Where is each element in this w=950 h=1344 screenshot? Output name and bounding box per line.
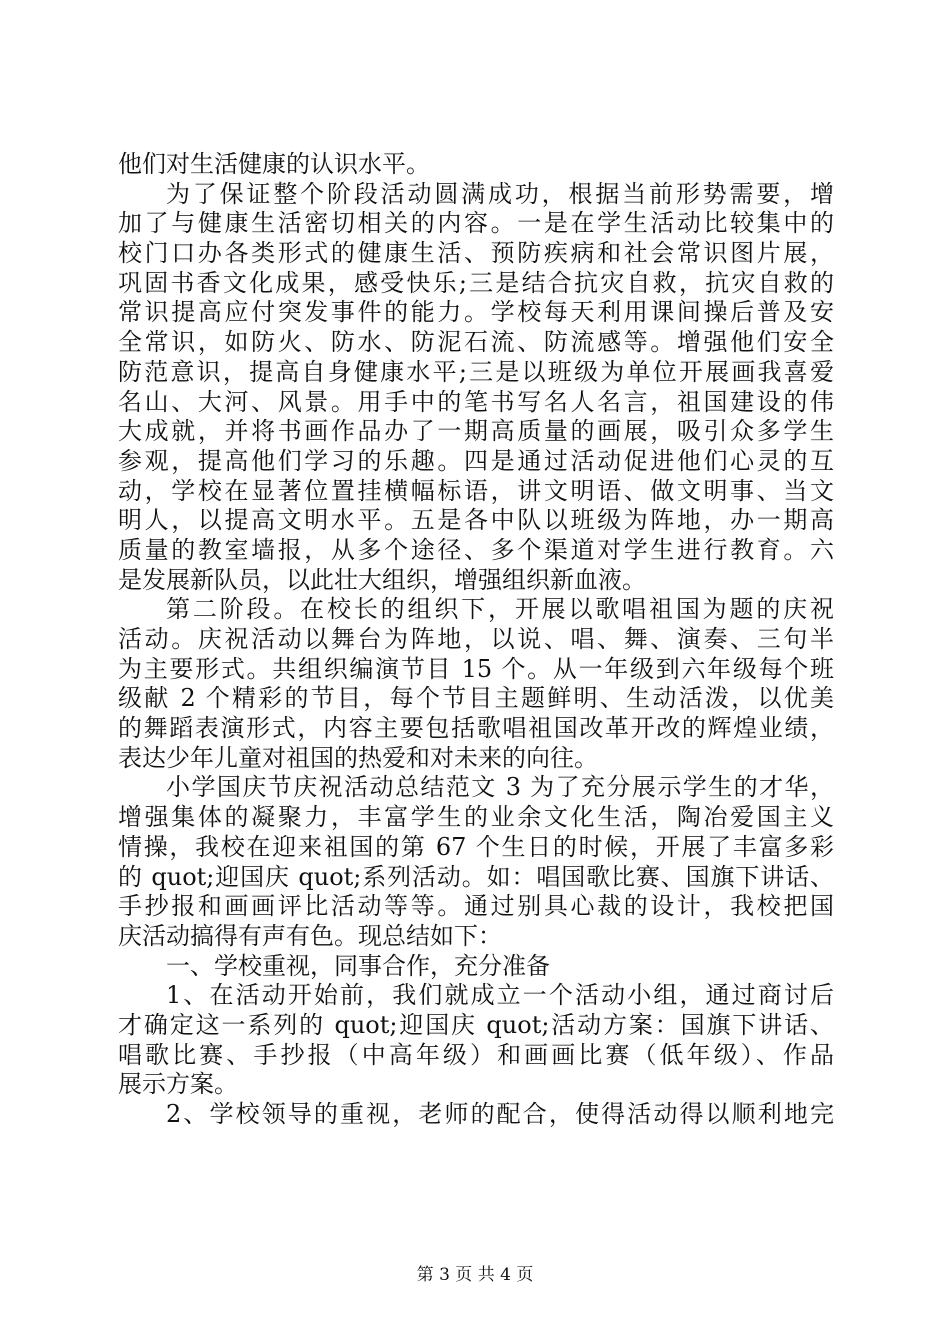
text-line: 明人，以提高文明水平。五是各中队以班级为阵地，办一期高 xyxy=(118,506,834,535)
text-line: 是发展新队员，以此壮大组织，增强组织新血液。 xyxy=(118,565,646,594)
text-line: 第二阶段。在校长的组织下，开展以歌唱祖国为题的庆祝 xyxy=(166,595,834,624)
text-line: 校门口办各类形式的健康生活、预防疾病和社会常识图片展， xyxy=(118,239,834,268)
text-line: 动，学校在显著位置挂横幅标语，讲文明语、做文明事、当文 xyxy=(118,476,834,505)
text-line: 的舞蹈表演形式，内容主要包括歌唱祖国改革开改的辉煌业绩， xyxy=(118,714,834,743)
text-line: 级献 2 个精彩的节目，每个节目主题鲜明、生动活泼，以优美 xyxy=(118,684,834,713)
text-line: 常识提高应付突发事件的能力。学校每天利用课间操后普及安 xyxy=(118,298,834,327)
text-line: 为了保证整个阶段活动圆满成功，根据当前形势需要，增 xyxy=(166,179,834,208)
text-line: 2、学校领导的重视，老师的配合，使得活动得以顺利地完 xyxy=(166,1100,834,1128)
text-line: 一、学校重视，同事合作，充分准备 xyxy=(166,951,550,980)
document-body xyxy=(118,150,834,1130)
text-line: 唱歌比赛、手抄报（中高年级）和画画比赛（低年级）、作品 xyxy=(118,1040,834,1069)
text-line: 巩固书香文化成果，感受快乐;三是结合抗灾自救，抗灾自救的 xyxy=(118,268,834,297)
text-line: 名山、大河、风景。用手中的笔书写名人名言，祖国建设的伟 xyxy=(118,387,834,416)
page-footer: 第 3 页 共 4 页 xyxy=(416,1265,534,1285)
text-line: 1、在活动开始前，我们就成立一个活动小组，通过商讨后 xyxy=(166,981,834,1010)
text-line: 参观，提高他们学习的乐趣。四是通过活动促进他们心灵的互 xyxy=(118,446,834,475)
text-line: 情操，我校在迎来祖国的第 67 个生日的时候，开展了丰富多彩 xyxy=(118,832,834,861)
text-line: 质量的教室墙报，从多个途径、多个渠道对学生进行教育。六 xyxy=(118,535,834,564)
text-line: 他们对生活健康的认识水平。 xyxy=(118,150,430,178)
text-line: 为主要形式。共组织编演节目 15 个。从一年级到六年级每个班 xyxy=(118,654,834,683)
text-line: 大成就，并将书画作品办了一期高质量的画展，吸引众多学生 xyxy=(118,417,834,446)
text-line: 表达少年儿童对祖国的热爱和对未来的向往。 xyxy=(118,743,598,772)
text-line: 的 quot;迎国庆 quot;系列活动。如：唱国歌比赛、国旗下讲话、 xyxy=(118,862,834,891)
text-line: 全常识，如防火、防水、防泥石流、防流感等。增强他们安全 xyxy=(118,328,834,357)
text-line: 手抄报和画画评比活动等等。通过别具心裁的设计，我校把国 xyxy=(118,892,834,921)
text-line: 活动。庆祝活动以舞台为阵地，以说、唱、舞、演奏、三句半 xyxy=(118,625,834,653)
text-line: 小学国庆节庆祝活动总结范文 3 为了充分展示学生的才华， xyxy=(166,773,834,802)
text-line: 庆活动搞得有声有色。现总结如下： xyxy=(118,921,502,950)
text-line: 展示方案。 xyxy=(118,1070,238,1099)
text-line: 防范意识，提高自身健康水平;三是以班级为单位开展画我喜爱 xyxy=(118,357,834,386)
text-line: 增强集体的凝聚力，丰富学生的业余文化生活，陶冶爱国主义 xyxy=(118,803,834,832)
text-line: 加了与健康生活密切相关的内容。一是在学生活动比较集中的 xyxy=(118,209,834,238)
text-line: 才确定这一系列的 quot;迎国庆 quot;活动方案：国旗下讲话、 xyxy=(118,1010,834,1039)
